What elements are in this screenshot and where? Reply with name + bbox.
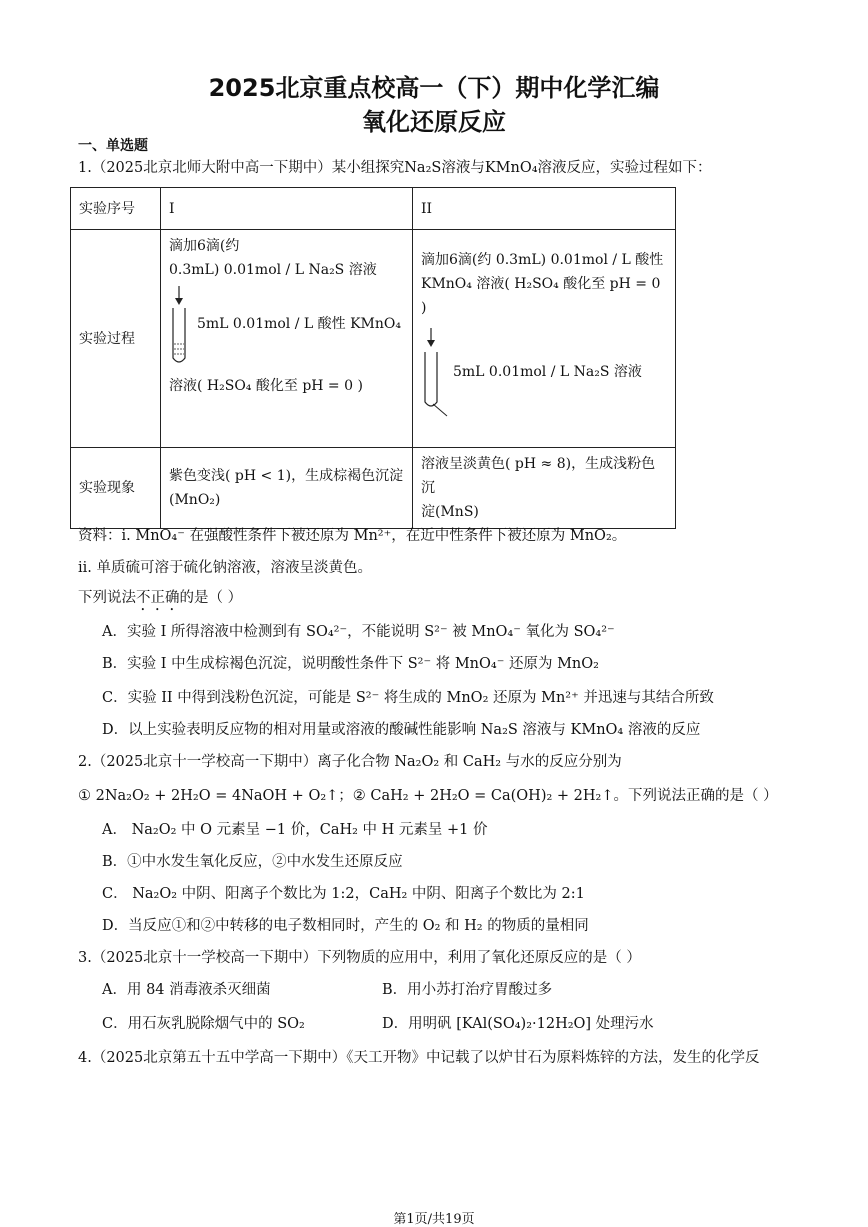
q3-option-a[interactable]: A．用 84 消毒液杀灭细菌: [102, 982, 271, 998]
header-exp-I: I: [161, 188, 413, 230]
test-tube-diagram-II: 5mL 0.01mol / L Na₂S 溶液: [421, 320, 667, 420]
experiment-table: [70, 187, 676, 529]
q3-option-d[interactable]: D．用明矾 [KAl(SO₄)₂·12H₂O] 处理污水: [382, 1016, 654, 1032]
q2-stem: 2.（2025北京十一学校高一下期中）离子化合物 Na₂O₂ 和 CaH₂ 与水的反应分别为: [78, 754, 622, 770]
phenomenon-II: 溶液呈淡黄色( pH ≈ 8)，生成浅粉色沉 淀(MnS): [413, 448, 676, 529]
page-subtitle: 氧化还原反应: [362, 108, 506, 136]
row-label-phenomenon: 实验现象: [71, 448, 161, 529]
row-label-process: 实验过程: [71, 230, 161, 448]
q2-option-d[interactable]: D．当反应①和②中转移的电子数相同时，产生的 O₂ 和 H₂ 的物质的量相同: [102, 918, 589, 934]
process-II: 滴加6滴(约 0.3mL) 0.01mol / L 酸性 KMnO₄ 溶液( H₂SO₄ 酸化至 pH = 0 ) 5mL 0.01mol / L Na₂S 溶液: [413, 230, 676, 448]
q2-option-b[interactable]: B．①中水发生氧化反应，②中水发生还原反应: [102, 854, 403, 870]
q1-option-a[interactable]: A．实验 I 所得溶液中检测到有 SO₄²⁻，不能说明 S²⁻ 被 MnO₄⁻ 氧化为 SO₄²⁻: [102, 624, 615, 640]
page-title: 2025北京重点校高一（下）期中化学汇编: [208, 74, 660, 102]
q2-equation: ① 2Na₂O₂ + 2H₂O = 4NaOH + O₂↑；② CaH₂ + 2H₂O = Ca(OH)₂ + 2H₂↑。下列说法正确的是（ ）: [78, 788, 778, 804]
process-I: 滴加6滴(约 0.3mL) 0.01mol / L Na₂S 溶液 5mL 0.01mol / L 酸性 KMnO₄ 溶液( H₂SO₄ 酸化至 pH = 0 ): [161, 230, 413, 448]
q1-question: 下列说法不正确的是（ ）: [78, 590, 243, 606]
header-exp-II: II: [413, 188, 676, 230]
q3-stem: 3.（2025北京十一学校高一下期中）下列物质的应用中，利用了氧化还原反应的是（ ）: [78, 950, 641, 966]
q1-note-i: 资料：i. MnO₄⁻ 在强酸性条件下被还原为 Mn²⁺，在近中性条件下被还原为 MnO₂。: [78, 528, 627, 544]
q2-option-a[interactable]: A． Na₂O₂ 中 O 元素呈 −1 价，CaH₂ 中 H 元素呈 +1 价: [102, 822, 488, 838]
q4-stem: 4.（2025北京第五十五中学高一下期中）《天工开物》中记载了以炉甘石为原料炼锌的方法，发生的化学反: [78, 1050, 760, 1066]
phenomenon-I: 紫色变浅( pH < 1)，生成棕褐色沉淀 (MnO₂): [161, 448, 413, 529]
q1-note-ii: ii. 单质硫可溶于硫化钠溶液，溶液呈淡黄色。: [78, 560, 372, 576]
page-footer: 第1页/共19页: [393, 1212, 475, 1227]
q1-option-c[interactable]: C．实验 II 中得到浅粉色沉淀，可能是 S²⁻ 将生成的 MnO₂ 还原为 Mn²⁺ 并迅速与其结合所致: [102, 690, 714, 706]
q2-option-c[interactable]: C． Na₂O₂ 中阴、阳离子个数比为 1:2，CaH₂ 中阴、阳离子个数比为 2:1: [102, 886, 585, 902]
q1-option-b[interactable]: B．实验 I 中生成棕褐色沉淀，说明酸性条件下 S²⁻ 将 MnO₄⁻ 还原为 MnO₂: [102, 656, 599, 672]
header-seq: 实验序号: [71, 188, 161, 230]
section-heading: 一、单选题: [78, 138, 148, 154]
q1-option-d[interactable]: D．以上实验表明反应物的相对用量或溶液的酸碱性能影响 Na₂S 溶液与 KMnO₄ 溶液的反应: [102, 722, 701, 738]
q3-option-b[interactable]: B．用小苏打治疗胃酸过多: [382, 982, 553, 998]
test-tube-diagram-I: 5mL 0.01mol / L 酸性 KMnO₄: [169, 282, 404, 374]
q3-option-c[interactable]: C．用石灰乳脱除烟气中的 SO₂: [102, 1016, 305, 1032]
q1-stem: 1.（2025北京北师大附中高一下期中）某小组探究Na₂S溶液与KMnO₄溶液反应，实验过程如下：: [78, 160, 712, 176]
